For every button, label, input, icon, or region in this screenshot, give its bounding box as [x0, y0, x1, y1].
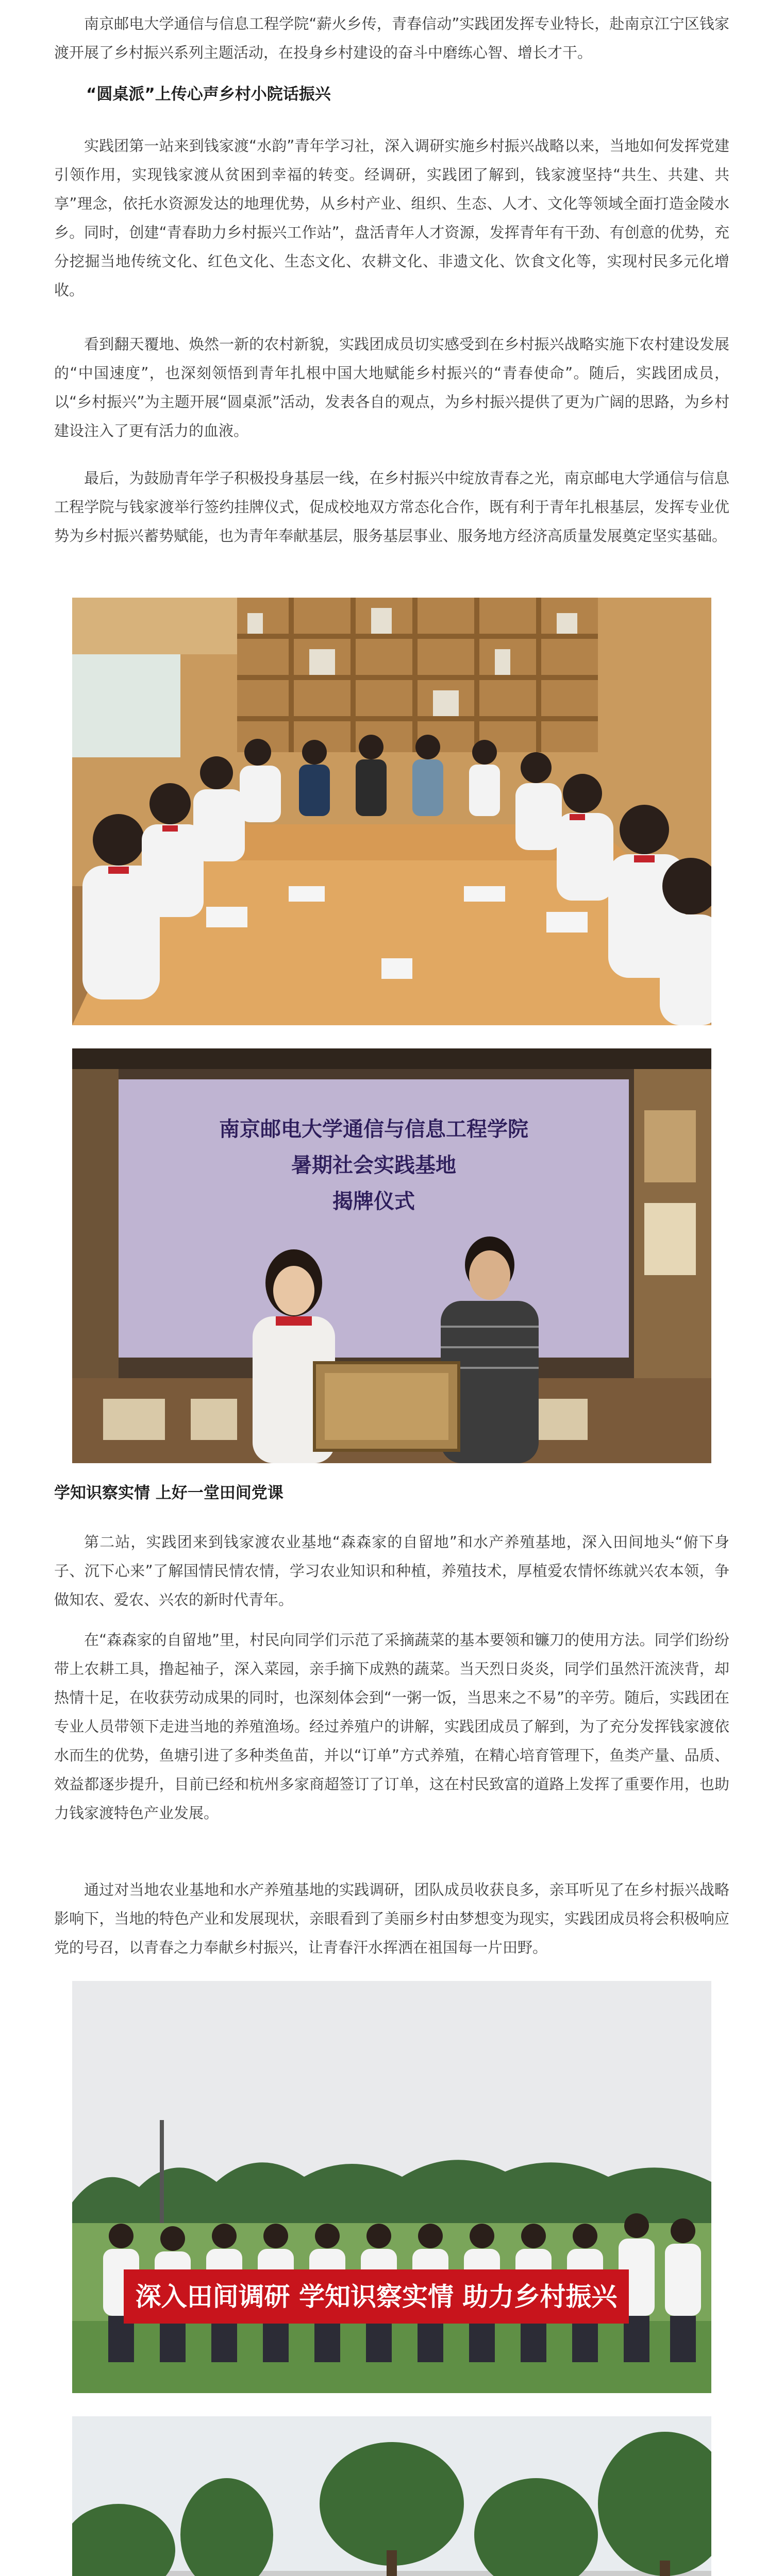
section-1-heading: “圆桌派”上传心声乡村小院话振兴 [86, 85, 331, 104]
section-2-paragraph-2: 在“森森家的自留地”里，村民向同学们示范了采摘蔬菜的基本要领和镰刀的使用方法。同学们纷纷带上农耕工具，撸起袖子，深入菜园，亲手摘下成熟的蔬菜。当天烈日炎炎，同学们虽然汗流浃背，却热情十足，在收获劳动成果的同时，也深刻体会到“一粥一饭，当思来之不易”的辛劳。随后，实践团在专业人员带领下走进当地的养殖渔场。经过养殖户的讲解，实践团成员了解到，为了充分发挥钱家渡依水而生的优势，鱼塘引进了多种类鱼苗，并以“订单”方式养殖，在精心培育管理下，鱼类产量、品质、效益都逐步提升，目前已经和杭州多家商超签订了订单，这在村民致富的道路上发挥了重要作用，也助力钱家渡特色产业发展。 [54, 1631, 729, 1822]
ceremony-screen-event: 揭牌仪式 [332, 1189, 415, 1213]
ceremony-photo [72, 1048, 711, 1463]
banner-group-photo [72, 1981, 711, 2393]
section-2-paragraph-3: 通过对当地农业基地和水产养殖基地的实践调研，团队成员收获良多，亲耳听见了在乡村振兴战略影响下，当地的特色产业和发展现状，亲眼看到了美丽乡村由梦想变为现实，实践团成员将会积极响应党的号召，以青春之力奉献乡村振兴，让青春汗水挥洒在祖国每一片田野。 [54, 1881, 729, 1956]
ceremony-screen-subtitle: 暑期社会实践基地 [291, 1153, 456, 1177]
section-2-heading: 学知识察实情 上好一堂田间党课 [54, 1484, 283, 1502]
banner-slogan: 深入田间调研 学知识察实情 助力乡村振兴 [135, 2282, 618, 2312]
section-2-paragraph-1: 第二站，实践团来到钱家渡农业基地“森森家的自留地”和水产养殖基地，深入田间地头“俯下身子、沉下心来”了解国情民情农情，学习农业知识和种植，养殖技术，厚植爱农情怀练就兴农本领，争做知农、爱农、兴农的新时代青年。 [54, 1533, 729, 1608]
ceremony-screen-title: 南京邮电大学通信与信息工程学院 [219, 1117, 528, 1141]
field-work-photo [72, 2416, 711, 2576]
intro-paragraph: 南京邮电大学通信与信息工程学院“薪火乡传，青春信动”实践团发挥专业特长，赴南京江宁区钱家渡开展了乡村振兴系列主题活动，在投身乡村建设的奋斗中磨练心智、增长才干。 [54, 15, 729, 61]
section-1-paragraph-2: 看到翻天覆地、焕然一新的农村新貌，实践团成员切实感受到在乡村振兴战略实施下农村建设发展的“中国速度”，也深刻领悟到青年扎根中国大地赋能乡村振兴的“青春使命”。随后，实践团成员，以“乡村振兴”为主题开展“圆桌派”活动，发表各自的观点，为乡村振兴提供了更为广阔的思路，为乡村建设注入了更有活力的血液。 [54, 335, 729, 439]
meeting-photo [72, 598, 711, 1025]
section-1-paragraph-1: 实践团第一站来到钱家渡“水韵”青年学习社，深入调研实施乡村振兴战略以来，当地如何发挥党建引领作用，实现钱家渡从贫困到幸福的转变。经调研，实践团了解到，钱家渡坚持“共生、共建、共享”理念，依托水资源发达的地理优势，从乡村产业、组织、生态、人才、文化等领域全面打造金陵水乡。同时，创建“青春助力乡村振兴工作站”，盘活青年人才资源，发挥青年有干劲、有创意的优势，充分挖掘当地传统文化、红色文化、生态文化、农耕文化、非遗文化、饮食文化等，实现村民多元化增收。 [54, 137, 729, 299]
section-1-paragraph-3: 最后，为鼓励青年学子积极投身基层一线，在乡村振兴中绽放青春之光，南京邮电大学通信与信息工程学院与钱家渡举行签约挂牌仪式，促成校地双方常态化合作，既有利于青年扎根基层，发挥专业优势为乡村振兴蓄势赋能，也为青年奉献基层，服务基层事业、服务地方经济高质量发展奠定坚实基础。 [54, 469, 729, 545]
